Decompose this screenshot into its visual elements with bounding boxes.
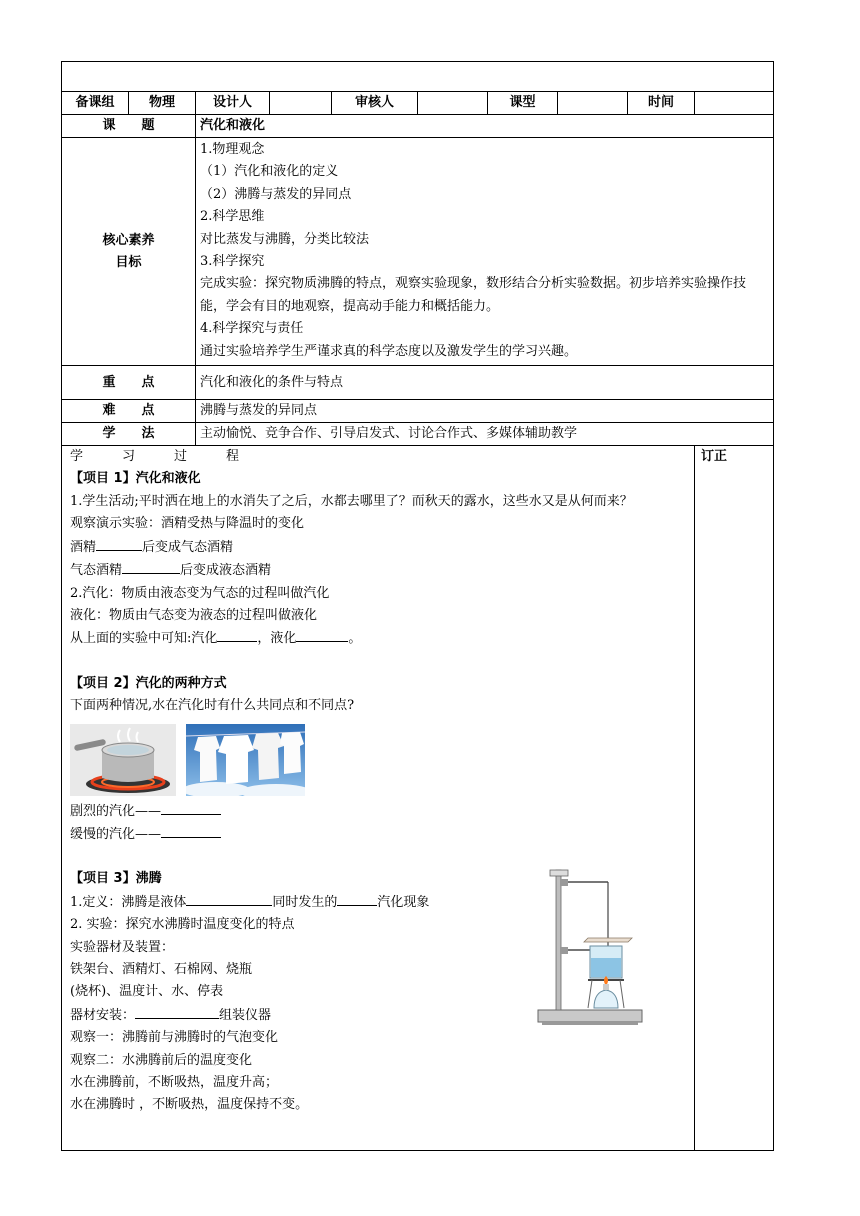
project1-title: 【项目 1】汽化和液化 [70, 471, 201, 487]
type-label: 课型 [488, 92, 558, 115]
project3-install: 器材安装： 组装仪器 [70, 1004, 686, 1027]
difficulty-value: 沸腾与蒸发的异同点 [196, 400, 774, 423]
topic-label: 课 题 [62, 115, 196, 138]
blank-line[interactable] [296, 627, 348, 642]
blank-line[interactable] [217, 627, 257, 642]
project3-line: 铁架台、酒精灯、石棉网、烧瓶 [70, 961, 253, 977]
core-label-line1: 核心素养 [102, 232, 155, 248]
project1-line: 1.学生活动;平时洒在地上的水消失了之后，水都去哪里了？而秋天的露水，这些水又是从何而来？ [70, 493, 633, 509]
reviewer-label: 审核人 [332, 92, 418, 115]
correction-column: 订正 [695, 446, 774, 1151]
blank-title-row [62, 62, 774, 92]
core-line: 通过实验培养学生严谨求真的科学态度以及激发学生的学习兴趣。 [200, 343, 578, 359]
lesson-plan-table [61, 61, 774, 1151]
process-row [62, 446, 774, 1151]
method-label: 学 法 [62, 423, 196, 446]
core-line: （1）汽化和液化的定义 [200, 164, 339, 180]
project3-line: (烧杯)、温度计、水、停表 [70, 984, 224, 1000]
header-row [62, 92, 774, 115]
core-line: 2.科学思维 [200, 209, 265, 225]
project3-definition: 1.定义：沸腾是液体 同时发生的 汽化现象 [70, 891, 686, 914]
key-point-row [62, 366, 774, 400]
type-value [558, 92, 628, 115]
blank-line[interactable] [161, 823, 221, 838]
project2-images [70, 724, 686, 796]
key-point-label: 重 点 [62, 366, 196, 400]
project3-title: 【项目 3】沸腾 [70, 871, 162, 887]
project1-def2: 液化：物质由气态变为液态的过程叫做液化 [70, 607, 318, 623]
method-value: 主动愉悦、竞争合作、引导启发式、讨论合作式、多媒体辅助教学 [196, 423, 774, 446]
project2-question: 下面两种情况,水在汽化时有什么共同点和不同点? [70, 698, 355, 714]
blank-line[interactable] [186, 891, 272, 906]
group-label: 备课组 [62, 92, 129, 115]
lesson-plan-page [61, 61, 773, 1151]
topic-row [62, 115, 774, 138]
key-point-value: 汽化和液化的条件与特点 [196, 366, 774, 400]
reviewer-value [418, 92, 488, 115]
project1-fill2: 气态酒精 后变成液态酒精 [70, 559, 686, 582]
project3-observation: 观察二：水沸腾前后的温度变化 [70, 1052, 253, 1068]
project3-line: 实验器材及装置： [70, 939, 175, 955]
core-label [62, 138, 196, 366]
designer-label: 设计人 [196, 92, 270, 115]
project1-fill1: 酒精 后变成气态酒精 [70, 536, 686, 559]
project2-fill1: 剧烈的汽化—— [70, 800, 686, 823]
project3-observation: 水在沸腾时 ，不断吸热，温度保持不变。 [70, 1097, 309, 1113]
project3-section [70, 868, 686, 1116]
difficulty-label: 难 点 [62, 400, 196, 423]
core-line: （2）沸腾与蒸发的异同点 [200, 186, 352, 202]
project3-observation: 观察一：沸腾前与沸腾时的气泡变化 [70, 1030, 279, 1046]
core-line: 对比蒸发与沸腾，分类比较法 [200, 231, 370, 247]
project3-observation: 水在沸腾前，不断吸热，温度升高； [70, 1075, 279, 1090]
process-heading: 学 习 过 程 [70, 449, 240, 465]
core-line: 完成实验：探究物质沸腾的特点，观察实验现象，数形结合分析实验数据。初步培养实验操作技能，学会有目的地观察，提高动手能力和概括能力。 [200, 276, 747, 314]
process-content [62, 446, 695, 1151]
blank-line[interactable] [161, 800, 221, 815]
boiling-pot-image [70, 724, 176, 796]
core-line: 1.物理观念 [200, 142, 265, 157]
drying-clothes-image [186, 724, 305, 796]
blank-line[interactable] [122, 559, 180, 574]
project2-fill2: 缓慢的汽化—— [70, 823, 686, 846]
core-label-line2: 目标 [115, 254, 142, 270]
project3-experiment: 2. 实验：探究水沸腾时温度变化的特点 [70, 917, 295, 933]
blank-line[interactable] [96, 536, 142, 551]
project1-fill3: 从上面的实验中可知:汽化 ，液化 。 [70, 627, 686, 650]
difficulty-row [62, 400, 774, 423]
time-label: 时间 [628, 92, 695, 115]
boiling-apparatus-diagram [536, 868, 648, 1028]
core-content [196, 138, 774, 366]
blank-line[interactable] [135, 1004, 219, 1019]
core-row [62, 138, 774, 366]
core-line: 4.科学探究与责任 [200, 321, 304, 337]
method-row [62, 423, 774, 446]
topic-value: 汽化和液化 [196, 115, 774, 138]
project2-title: 【项目 2】汽化的两种方式 [70, 675, 227, 691]
designer-value [270, 92, 332, 115]
core-line: 3.科学探究 [200, 254, 265, 270]
project1-def1: 2.汽化：物质由液态变为气态的过程叫做汽化 [70, 585, 330, 601]
time-value [695, 92, 774, 115]
group-value: 物理 [129, 92, 196, 115]
project1-line: 观察演示实验：酒精受热与降温时的变化 [70, 516, 305, 532]
blank-line[interactable] [337, 891, 377, 906]
